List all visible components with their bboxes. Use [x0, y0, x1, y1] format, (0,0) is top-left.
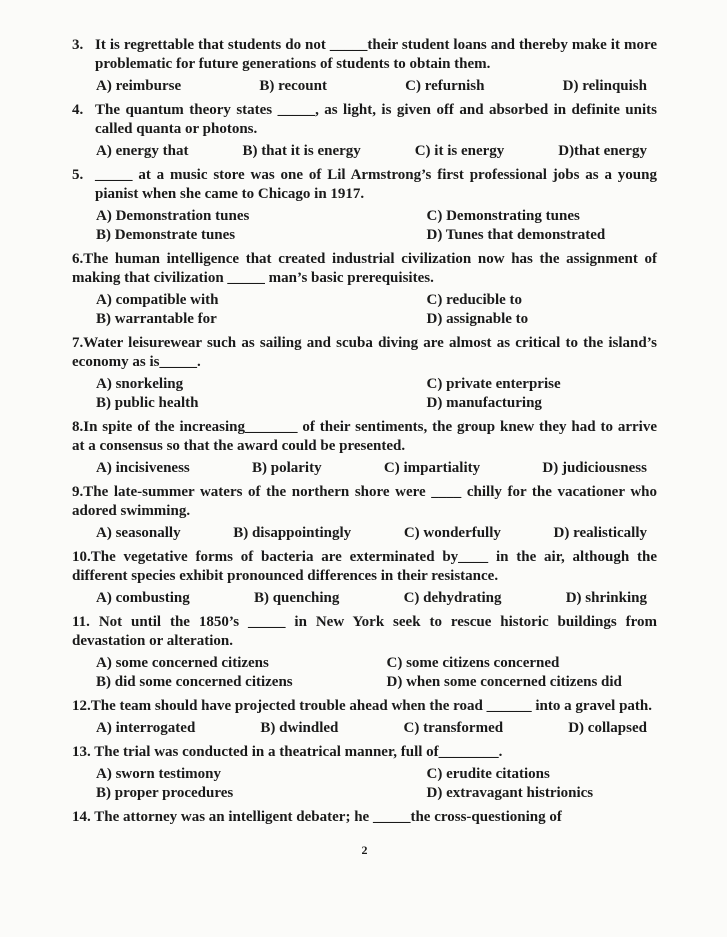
option-c: C) some citizens concerned: [386, 655, 560, 671]
question-stem-block: [72, 483, 657, 521]
question-4: [72, 101, 657, 163]
question-stem-block: [72, 697, 657, 716]
option-d: D) manufacturing: [426, 395, 542, 411]
options-grid: [72, 762, 657, 805]
option-a: A) energy that: [96, 143, 189, 159]
option-d: D) judiciousness: [542, 460, 647, 476]
option-b: B) quenching: [253, 590, 340, 606]
option-c: C) reducible to: [426, 292, 523, 308]
question-number: 5.: [72, 167, 84, 183]
option-c: C) wonderfully: [403, 525, 501, 541]
options-grid: [72, 288, 657, 331]
question-stem: The quantum theory states _____, as light, is given off and absorbed in definite units called quanta or photons.: [95, 102, 657, 137]
question-stem-block: [72, 743, 657, 762]
option-b: B) Demonstrate tunes: [96, 227, 236, 243]
option-b: B) proper procedures: [96, 785, 234, 801]
option-a: A) combusting: [96, 590, 190, 606]
options-grid: [72, 204, 657, 247]
option-a: A) seasonally: [96, 525, 181, 541]
option-c: C) private enterprise: [426, 376, 561, 392]
options-row: [72, 716, 657, 740]
option-d: D) assignable to: [426, 311, 529, 327]
options-grid: [72, 372, 657, 415]
question-stem: 9.The late-summer waters of the northern shore were ____ chilly for the vacationer who adored swimming.: [72, 484, 657, 519]
question-stem: It is regrettable that students do not _____their student loans and thereby make it more problematic for future generations of students to obtain them.: [95, 37, 657, 72]
option-b: B) disappointingly: [233, 525, 352, 541]
option-b: B) polarity: [252, 460, 322, 476]
option-c: C) refurnish: [405, 78, 485, 94]
option-a: A) interrogated: [96, 720, 196, 736]
question-stem: 8.In spite of the increasing_______ of their sentiments, the group knew they had to arrive at a consensus so that the award could be presented.: [72, 419, 657, 454]
question-stem-block: [72, 36, 657, 74]
question-12: [72, 697, 657, 740]
question-stem-block: [72, 808, 657, 827]
question-8: [72, 418, 657, 480]
question-stem-block: [72, 334, 657, 372]
question-number: 3.: [72, 37, 84, 53]
question-stem: 14. The attorney was an intelligent debater; he _____the cross-questioning of: [72, 809, 562, 825]
option-a: A) compatible with: [96, 292, 219, 308]
question-10: [72, 548, 657, 610]
option-d: D)that energy: [558, 143, 647, 159]
question-stem-block: [72, 101, 657, 139]
question-13: [72, 743, 657, 805]
option-a: A) some concerned citizens: [96, 655, 269, 671]
question-stem: 11. Not until the 1850’s _____ in New York seek to rescue historic buildings from devastation or alteration.: [72, 614, 657, 649]
options-row: [72, 139, 657, 163]
option-a: A) incisiveness: [96, 460, 190, 476]
option-b: B) warrantable for: [96, 311, 217, 327]
options-row: [72, 586, 657, 610]
option-d: D) collapsed: [568, 720, 647, 736]
option-a: A) Demonstration tunes: [96, 208, 250, 224]
question-stem-block: [72, 418, 657, 456]
option-c: C) Demonstrating tunes: [426, 208, 580, 224]
option-b: B) did some concerned citizens: [96, 674, 293, 690]
options-row: [72, 521, 657, 545]
page-number: 2: [361, 843, 368, 857]
option-c: C) it is energy: [414, 143, 505, 159]
option-d: D) shrinking: [565, 590, 647, 606]
question-stem-block: [72, 548, 657, 586]
question-5: [72, 166, 657, 247]
option-a: A) snorkeling: [96, 376, 184, 392]
option-d: D) relinquish: [562, 78, 647, 94]
question-9: [72, 483, 657, 545]
question-stem: 13. The trial was conducted in a theatrical manner, full of________.: [72, 744, 503, 760]
question-stem: 7.Water leisurewear such as sailing and scuba diving are almost as critical to the island’s economy as is_____.: [72, 335, 657, 370]
option-c: C) erudite citations: [426, 766, 550, 782]
option-d: D) when some concerned citizens did: [386, 674, 622, 690]
option-d: D) realistically: [553, 525, 647, 541]
question-3: [72, 36, 657, 98]
option-c: C) transformed: [403, 720, 504, 736]
question-stem: 6.The human intelligence that created industrial civilization now has the assignment of making that civilization _____ man’s basic prerequisites.: [72, 251, 657, 286]
options-row: [72, 456, 657, 480]
question-11: [72, 613, 657, 694]
question-14: [72, 808, 657, 827]
option-b: B) that it is energy: [242, 143, 361, 159]
question-7: [72, 334, 657, 415]
option-a: A) sworn testimony: [96, 766, 221, 782]
question-stem-block: [72, 166, 657, 204]
question-stem: _____ at a music store was one of Lil Armstrong’s first professional jobs as a young pianist when she came to Chicago in 1917.: [95, 167, 657, 202]
question-number: 4.: [72, 102, 84, 118]
option-b: B) dwindled: [260, 720, 339, 736]
question-6: [72, 250, 657, 331]
option-d: D) extravagant histrionics: [426, 785, 594, 801]
option-a: A) reimburse: [96, 78, 182, 94]
question-stem: 12.The team should have projected trouble ahead when the road ______ into a gravel path.: [72, 698, 653, 714]
question-stem-block: [72, 613, 657, 651]
option-b: B) public health: [96, 395, 199, 411]
question-stem: 10.The vegetative forms of bacteria are exterminated by____ in the air, although the different species exhibit pronounced differences in their resistance.: [72, 549, 657, 584]
option-c: C) dehydrating: [403, 590, 502, 606]
options-row: [72, 74, 657, 98]
option-d: D) Tunes that demonstrated: [426, 227, 606, 243]
option-b: B) recount: [259, 78, 327, 94]
question-stem-block: [72, 250, 657, 288]
option-c: C) impartiality: [383, 460, 481, 476]
options-grid: [72, 651, 657, 694]
